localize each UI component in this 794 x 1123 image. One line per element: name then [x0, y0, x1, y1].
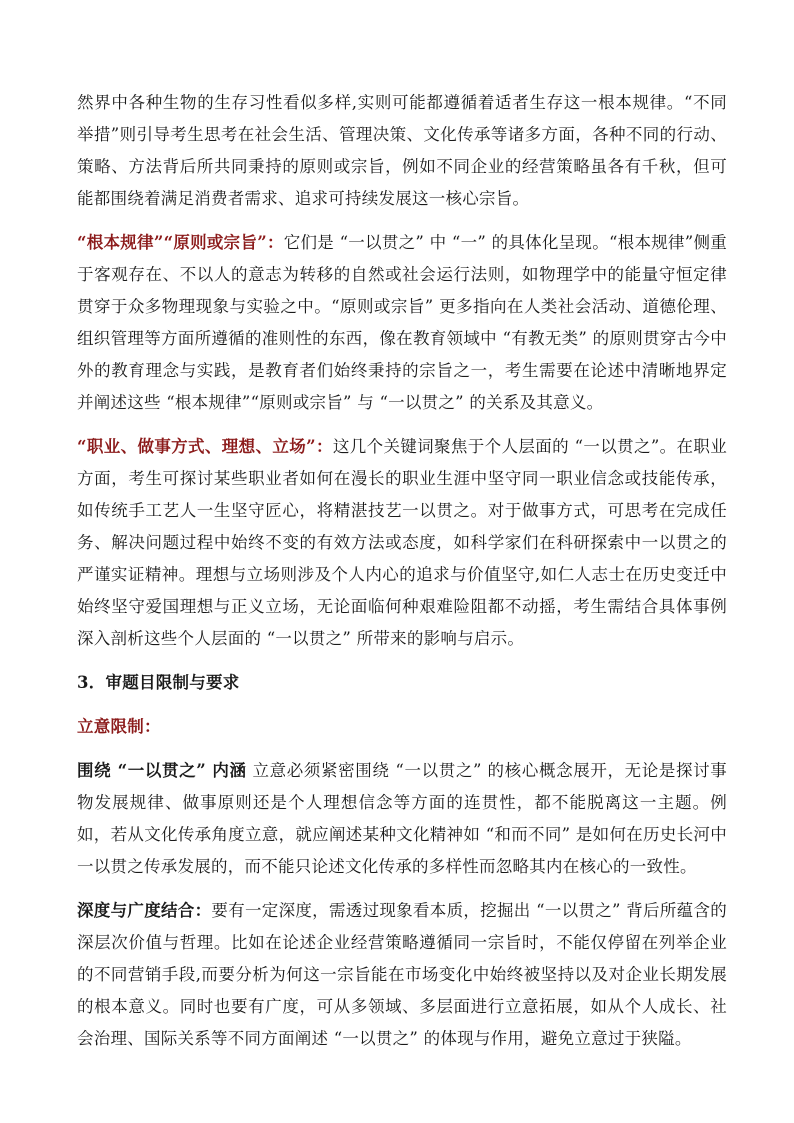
spacer [77, 699, 727, 711]
paragraph-core-meaning-text: 立意必须紧密围绕 “一以贯之” 的核心概念展开，无论是探讨事物发展规律、做事原则还是个人理想信念等方面的连贯性，都不能脱离这一主题。例如，若从文化传承角度立意，就应阐述某种文化精神如 “和而不同” 是如何在历史长河中一以贯之传承发展的，而不能只论述文化传承的多样性而忽略其内在核心的一致性。 [77, 761, 727, 876]
paragraph-career-ideals-text: 这几个关键词聚焦于个人层面的 “一以贯之”。在职业方面，考生可探讨某些职业者如何在漫长的职业生涯中坚守同一职业信念或技能传承，如传统手工艺人一生坚守匠心，将精湛技艺一以贯之。对于做事方式，可思考在完成任务、解决问题过程中始终不变的有效方法或态度，如科学家们在科研探索中一以贯之的严谨实证精神。理想与立场则涉及个人内心的追求与价值坚守,如仁人志士在历史变迁中始终坚守爱国理想与正义立场，无论面临何种艰难险阻都不动摇，考生需结合具体事例深入剖析这些个人层面的 “一以贯之” 所带来的影响与启示。 [77, 437, 727, 648]
paragraph-depth-breadth [77, 895, 727, 1055]
paragraph-core-meaning [77, 755, 727, 883]
paragraph-fundamental-law [77, 227, 727, 419]
spacer [77, 883, 727, 895]
paragraph-evolution: 然界中各种生物的生存习性看似多样,实则可能都遵循着适者生存这一根本规律。“不同举措”则引导考生思考在社会生活、管理决策、文化传承等诸多方面，各种不同的行动、策略、方法背后所共同秉持的原则或宗旨，例如不同企业的经营策略虽各有千秋，但可能都围绕着满足消费者需求、追求可持续发展这一核心宗旨。 [77, 93, 727, 208]
spacer [77, 743, 727, 755]
lead-depth-breadth: 深度与广度结合： [77, 901, 212, 920]
section-heading: 3．审题目限制与要求 [77, 673, 240, 692]
subsection-heading: 立意限制： [77, 717, 161, 736]
keyword-career-ideals: “职业、做事方式、理想、立场”： [77, 437, 333, 456]
paragraph-career-ideals [77, 431, 727, 655]
paragraph-depth-breadth-text: 要有一定深度，需透过现象看本质，挖掘出 “一以贯之” 背后所蕴含的深层次价值与哲理。比如在论述企业经营策略遵循同一宗旨时，不能仅停留在列举企业的不同营销手段,而要分析为何这一宗旨能在市场变化中始终被坚持以及对企业长期发展的根本意义。同时也要有广度，可从多领域、多层面进行立意拓展，如从个人成长、社会治理、国际关系等不同方面阐述 “一以贯之” 的体现与作用，避免立意过于狭隘。 [77, 901, 727, 1048]
lead-core-meaning: 围绕 “一以贯之” 内涵 [77, 761, 247, 780]
spacer [77, 215, 727, 227]
keyword-fundamental-law: “根本规律”“原则或宗旨”： [77, 233, 284, 252]
spacer [77, 419, 727, 431]
spacer [77, 655, 727, 667]
paragraph-fundamental-law-text: 它们是 “一以贯之” 中 “一” 的具体化呈现。“根本规律”侧重于客观存在、不以人的意志为转移的自然或社会运行法则，如物理学中的能量守恒定律贯穿于众多物理现象与实验之中。“原则或宗旨” 更多指向在人类社会活动、道德伦理、组织管理等方面所遵循的准则性的东西，像在教育领域中 “有教无类” 的原则贯穿古今中外的教育理念与实践，是教育者们始终秉持的宗旨之一，考生需要在论述中清晰地界定并阐述这些 “根本规律”“原则或宗旨” 与 “一以贯之” 的关系及其意义。 [77, 233, 728, 412]
document-page [77, 87, 727, 1055]
